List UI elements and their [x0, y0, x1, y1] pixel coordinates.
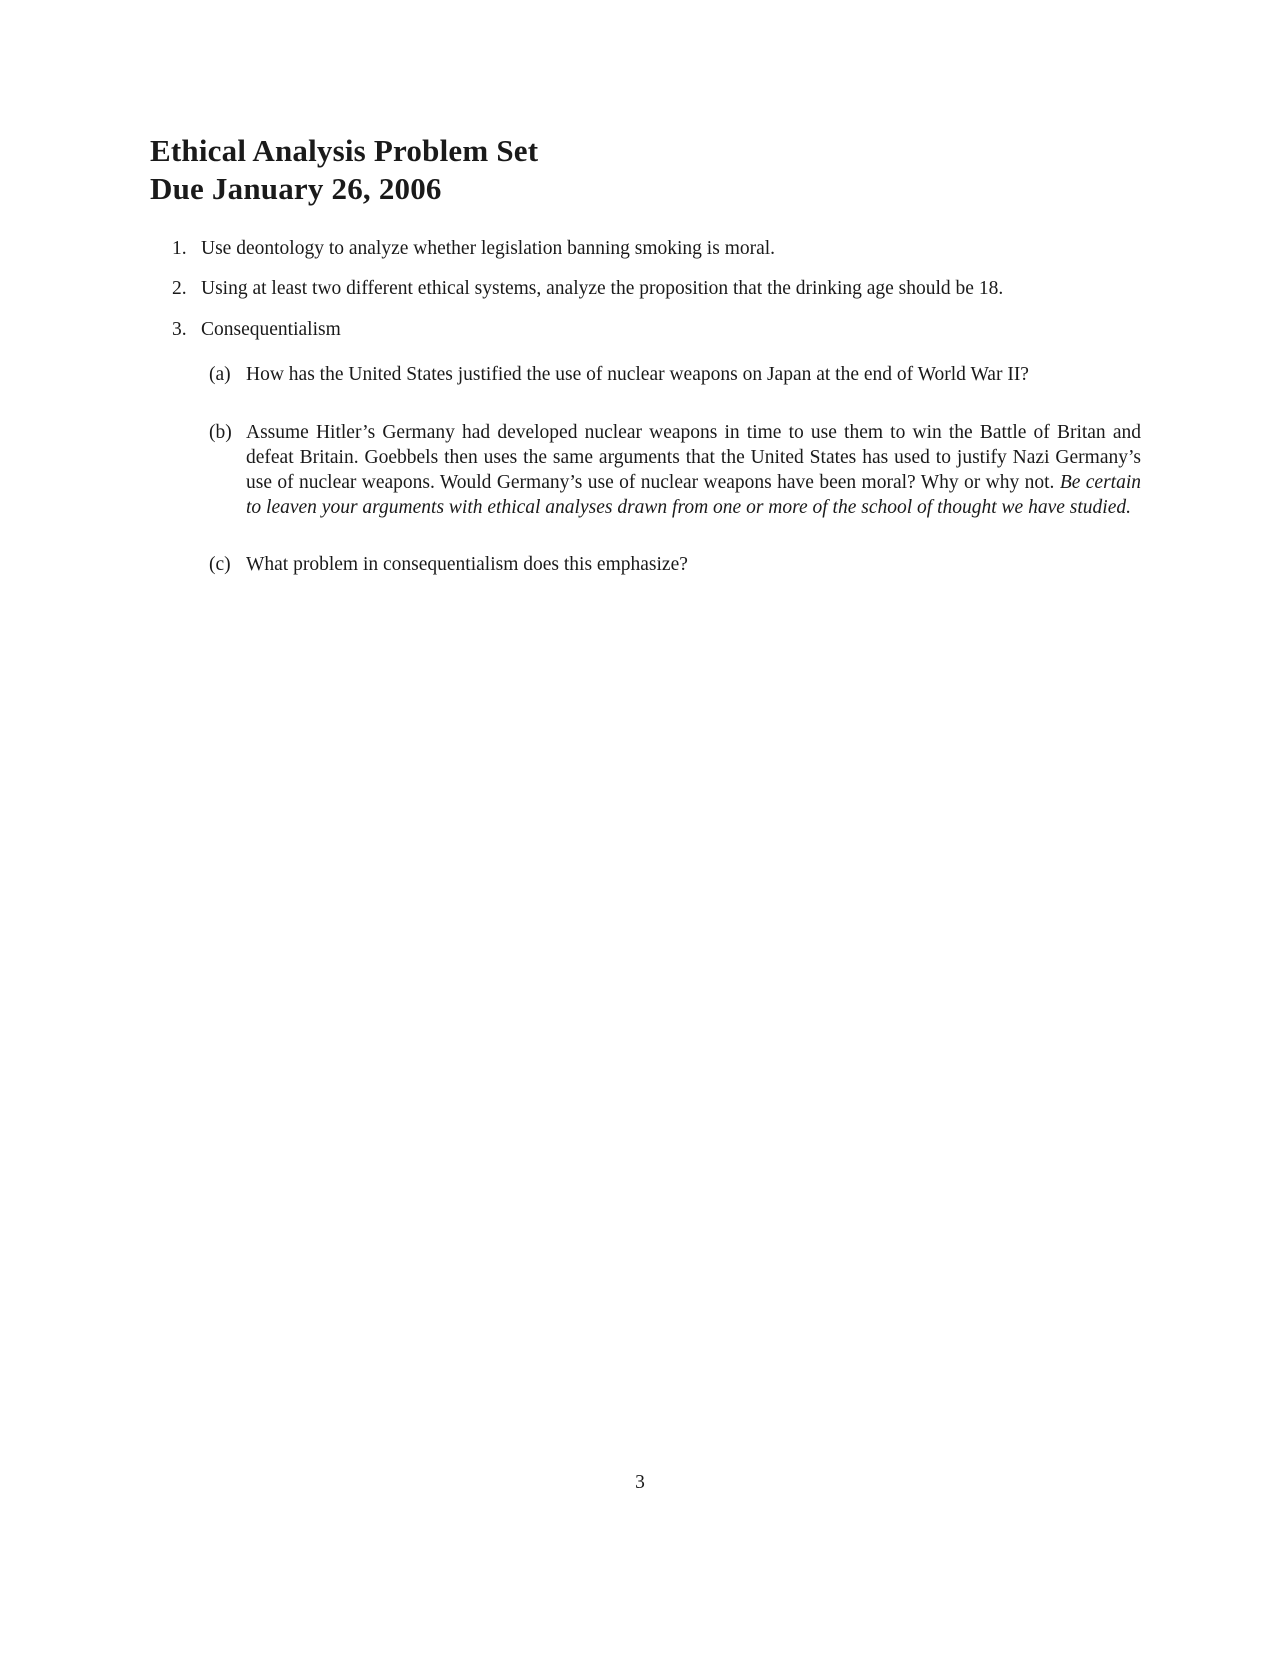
item-number: 2.	[172, 278, 187, 299]
item-number: 3.	[172, 319, 187, 340]
sub-item-label: (c)	[209, 554, 231, 575]
page-number: 3	[635, 1472, 645, 1493]
sub-item-label: (b)	[209, 422, 232, 443]
title-line: Ethical Analysis Problem Set	[150, 133, 539, 168]
emphasis-text: Be certain to leaven your arguments with ethical analyses drawn from one or more of the school of thought we have studied.	[246, 472, 1142, 518]
due-date-line: Due January 26, 2006	[150, 171, 442, 206]
page-title	[150, 132, 538, 208]
item-text: Consequentialism	[201, 319, 341, 340]
sub-item-label: (a)	[209, 364, 231, 385]
sub-item-text: What problem in consequentialism does this emphasize?	[246, 554, 688, 575]
item-text: Use deontology to analyze whether legislation banning smoking is moral.	[201, 238, 776, 259]
sub-item-text-block	[246, 420, 1141, 520]
item-text: Using at least two different ethical systems, analyze the proposition that the drinking age should be 18.	[201, 278, 1004, 299]
sub-item-text: Assume Hitler’s Germany had developed nuclear weapons in time to use them to win the Battle of Britan and defeat Britain. Goebbels then uses the same arguments that the United States has used to justify Nazi Germany’s use of nuclear weapons. Would Germany’s use of nuclear weapons have been moral? Why or why not.	[246, 422, 1141, 493]
item-number: 1.	[172, 238, 187, 259]
sub-item-text: How has the United States justified the use of nuclear weapons on Japan at the end of World War II?	[246, 364, 1029, 385]
